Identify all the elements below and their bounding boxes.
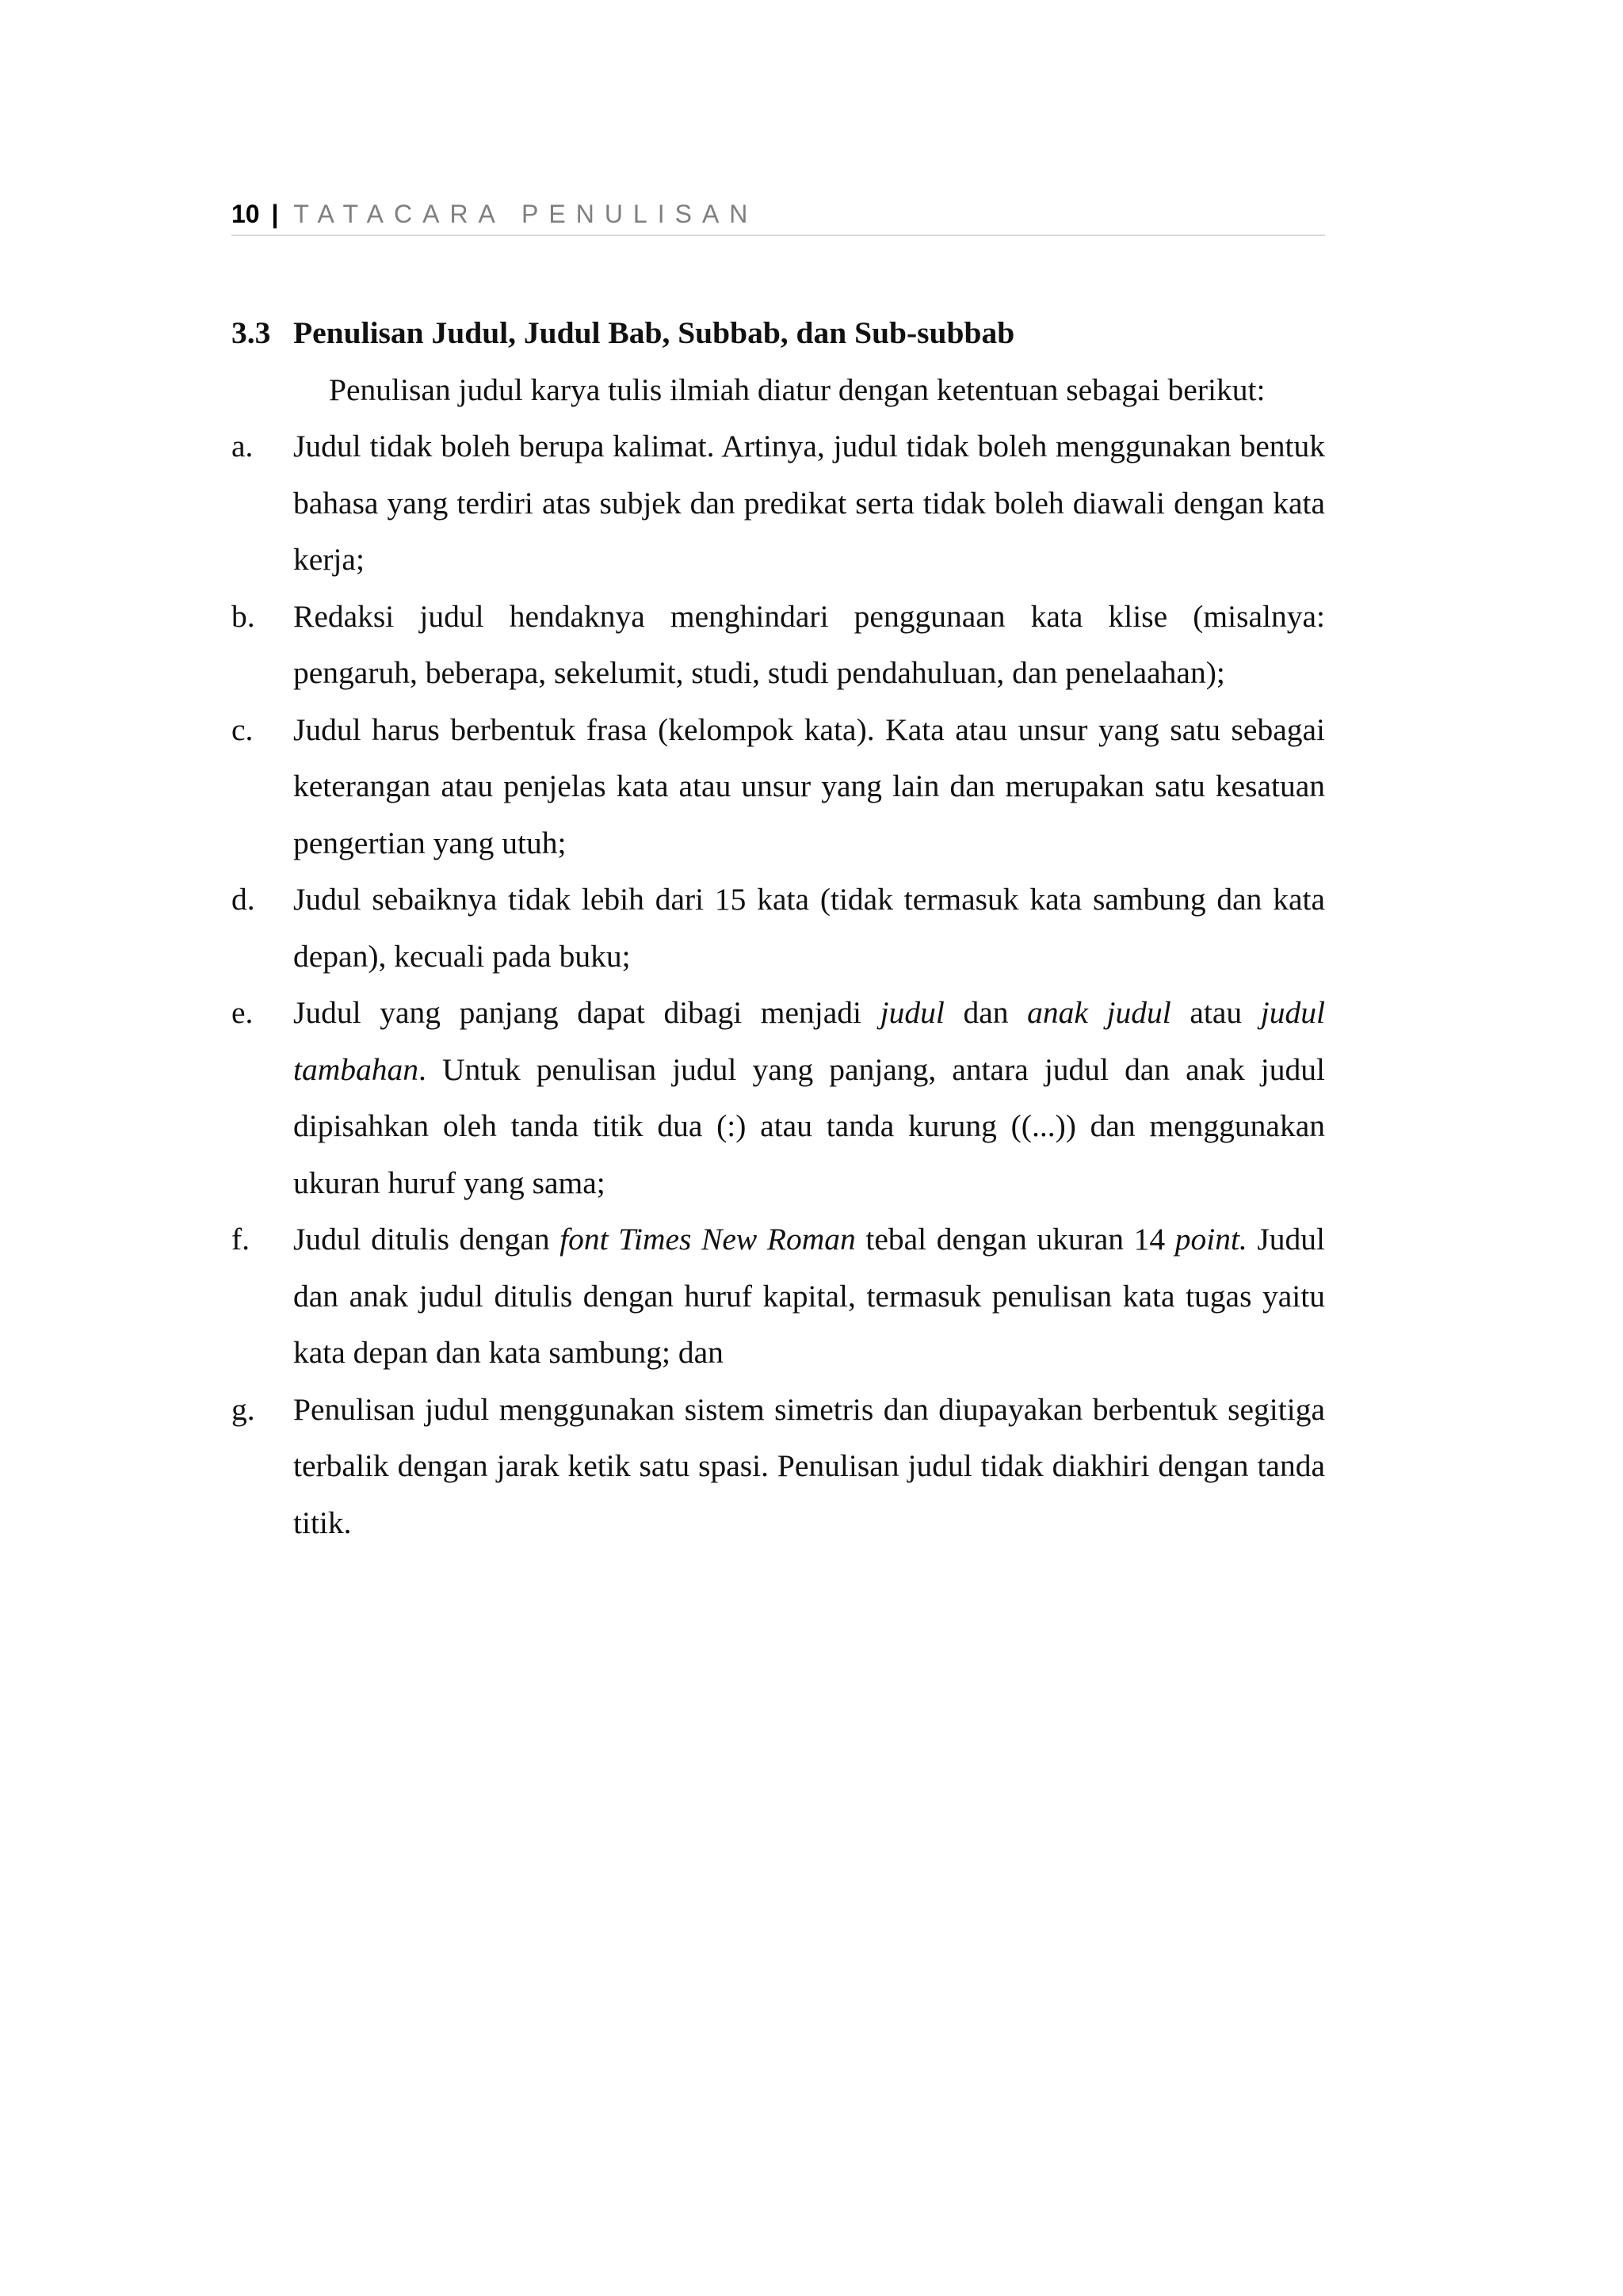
- list-item-marker: d.: [231, 882, 255, 917]
- text-run: . Untuk penulisan judul yang panjang, antara judul dan anak judul dipisahkan oleh tanda titik dua (:) atau tanda kurung ((...)) dan menggunakan ukuran huruf yang sama;: [293, 1051, 1325, 1200]
- section-number: 3.3: [231, 315, 271, 350]
- running-header-title: TATACARA PENULISAN: [293, 200, 758, 228]
- list-item: [231, 589, 1325, 702]
- rules-list: [231, 418, 1325, 1551]
- list-item-marker: f.: [231, 1222, 250, 1257]
- text-run: tebal dengan ukuran 14: [855, 1222, 1175, 1257]
- list-item-marker: e.: [231, 995, 254, 1030]
- text-run: Judul yang panjang dapat dibagi menjadi: [293, 995, 880, 1030]
- list-item-text: [293, 985, 1325, 1211]
- list-item-marker: c.: [231, 711, 254, 747]
- list-item: [231, 985, 1325, 1211]
- list-item: [231, 418, 1325, 589]
- page-number: 10: [231, 200, 260, 228]
- section-title: Penulisan Judul, Judul Bab, Subbab, dan Sub-subbab: [293, 315, 1015, 350]
- list-item-marker: g.: [231, 1391, 255, 1427]
- text-run: Judul dan anak judul ditulis dengan huruf kapital, termasuk penulisan kata tugas yaitu kata depan dan kata sambung; dan: [293, 1222, 1325, 1370]
- italic-term-point: point.: [1174, 1222, 1247, 1257]
- text-run: dan: [944, 995, 1028, 1030]
- list-item: [231, 871, 1325, 985]
- running-header: [231, 193, 1325, 236]
- text-run: atau: [1170, 995, 1261, 1030]
- italic-term-anak-judul: anak judul: [1027, 995, 1171, 1030]
- italic-term-judul: judul: [880, 995, 945, 1030]
- list-item: [231, 1211, 1325, 1382]
- list-item: [231, 702, 1325, 872]
- document-body: [231, 305, 1325, 1551]
- italic-term-font-name: font Times New Roman: [559, 1222, 856, 1257]
- list-item-marker: b.: [231, 598, 255, 634]
- text-run: Judul ditulis dengan: [293, 1222, 560, 1257]
- list-item-text: [293, 1211, 1325, 1382]
- list-item-text: Penulisan judul menggunakan sistem simetris dan diupayakan berbentuk segitiga terbalik dengan jarak ketik satu spasi. Penulisan judul tidak diakhiri dengan tanda titik.: [293, 1391, 1325, 1540]
- italic-term-judul-tambahan: judul tambahan: [293, 995, 1325, 1087]
- section-heading: [231, 305, 1325, 362]
- list-item-text: Judul sebaiknya tidak lebih dari 15 kata (tidak termasuk kata sambung dan kata depan), kecuali pada buku;: [293, 882, 1325, 974]
- intro-paragraph: Penulisan judul karya tulis ilmiah diatur dengan ketentuan sebagai berikut:: [329, 372, 1266, 407]
- header-separator: |: [271, 200, 279, 228]
- list-item-text: Redaksi judul hendaknya menghindari penggunaan kata klise (misalnya: pengaruh, beberapa, sekelumit, studi, studi pendahuluan, dan penelaahan);: [293, 598, 1325, 690]
- list-item-text: Judul tidak boleh berupa kalimat. Artinya, judul tidak boleh menggunakan bentuk bahasa yang terdiri atas subjek dan predikat serta tidak boleh diawali dengan kata kerja;: [293, 429, 1325, 577]
- list-item-marker: a.: [231, 429, 254, 463]
- list-item-text: Judul harus berbentuk frasa (kelompok kata). Kata atau unsur yang satu sebagai keterangan atau penjelas kata atau unsur yang lain dan merupakan satu kesatuan pengertian yang utuh;: [293, 711, 1325, 860]
- list-item: [231, 1382, 1325, 1552]
